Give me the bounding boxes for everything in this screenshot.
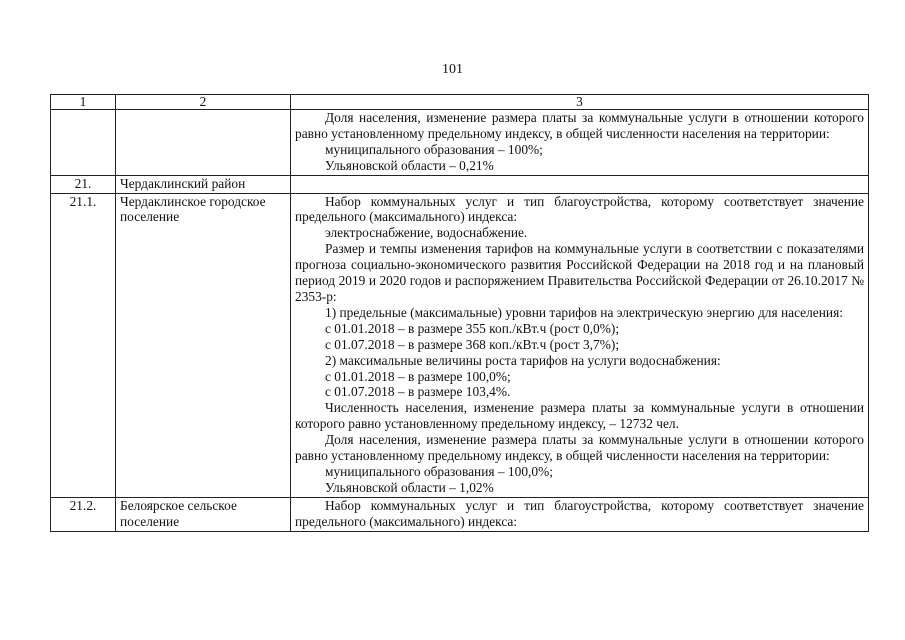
paragraph: Доля населения, изменение размера платы за коммунальные услуги в отношении которого равно установленному предельному индексу, в общей численности населения на территории: <box>295 432 864 464</box>
table-row <box>51 497 869 531</box>
paragraph: Набор коммунальных услуг и тип благоустройства, которому соответствует значение предельного (максимального) индекса: <box>295 497 864 529</box>
row-name <box>116 110 291 176</box>
table-row <box>51 193 869 497</box>
column-header-2: 2 <box>116 95 291 110</box>
paragraph: с 01.07.2018 – в размере 368 коп./кВт.ч (рост 3,7%); <box>325 336 620 352</box>
paragraph: с 01.01.2018 – в размере 355 коп./кВт.ч (рост 0,0%); <box>325 320 620 336</box>
row-content <box>291 193 869 497</box>
paragraph: электроснабжение, водоснабжение. <box>325 225 528 241</box>
paragraph: муниципального образования – 100,0%; <box>325 463 553 479</box>
table-header-row <box>51 95 869 110</box>
row-number: 21. <box>51 175 116 193</box>
table-row <box>51 175 869 193</box>
paragraph: Ульяновской области – 1,02% <box>325 479 494 495</box>
row-number <box>51 110 116 176</box>
tariff-table <box>50 94 869 532</box>
row-name: Чердаклинский район <box>116 175 291 193</box>
page-number: 101 <box>442 62 463 77</box>
paragraph: с 01.07.2018 – в размере 103,4%. <box>325 384 511 400</box>
paragraph: Размер и темпы изменения тарифов на коммунальные услуги в соответствии с показателями прогноза социально-экономического развития Российской Федерации на 2018 год и на плановый период 2019 и 2020 годов и распоряжением Правительства Российской Федерации от 26.10.2017 № 2353-р: <box>295 241 864 304</box>
paragraph: Численность населения, изменение размера платы за коммунальные услуги в отношении которого равно установленному предельному индексу, – 12732 чел. <box>295 400 864 432</box>
paragraph: 2) максимальные величины роста тарифов на услуги водоснабжения: <box>325 352 721 368</box>
row-number: 21.1. <box>51 193 116 497</box>
row-content <box>291 110 869 176</box>
row-content <box>291 175 869 193</box>
column-header-3: 3 <box>291 95 869 110</box>
row-number: 21.2. <box>51 497 116 531</box>
paragraph: Набор коммунальных услуг и тип благоустройства, которому соответствует значение предельного (максимального) индекса: <box>295 193 864 225</box>
paragraph: с 01.01.2018 – в размере 100,0%; <box>325 368 511 384</box>
paragraph: Доля населения, изменение размера платы за коммунальные услуги в отношении которого равно установленному предельному индексу, в общей численности населения на территории: <box>295 110 864 141</box>
row-name: Чердаклинское городское поселение <box>116 193 291 497</box>
table-row <box>51 110 869 176</box>
paragraph: Ульяновской области – 0,21% <box>325 157 494 173</box>
paragraph: муниципального образования – 100%; <box>325 141 543 157</box>
row-content <box>291 497 869 531</box>
row-name: Белоярское сельское поселение <box>116 497 291 531</box>
paragraph: 1) предельные (максимальные) уровни тарифов на электрическую энергию для населения: <box>325 304 843 320</box>
column-header-1: 1 <box>51 95 116 110</box>
